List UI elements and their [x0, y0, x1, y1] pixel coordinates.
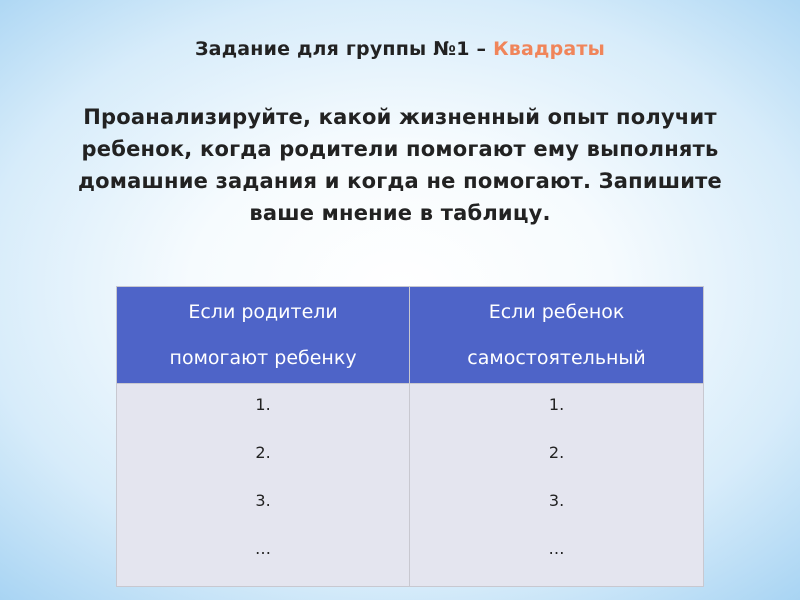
task-title-group-name: Квадраты: [493, 38, 605, 60]
header-line: Если родители: [188, 301, 338, 323]
list-item: 2.: [548, 443, 565, 462]
header-line: Если ребенок: [488, 301, 625, 323]
list-item: 3.: [255, 491, 271, 510]
answer-table: [116, 286, 704, 587]
instruction-line: домашние задания и когда не помогают. Запишите: [78, 169, 722, 193]
list-item: 2.: [255, 443, 271, 462]
instruction-line: Проанализируйте, какой жизненный опыт получит: [83, 105, 717, 129]
list-item: 1.: [255, 395, 271, 414]
instruction-line: ваше мнение в таблицу.: [249, 201, 551, 225]
answer-cell-parents-help[interactable]: [117, 384, 410, 587]
header-line: помогают ребенку: [169, 347, 357, 369]
header-parents-help: [117, 287, 410, 384]
list-item: …: [548, 539, 565, 558]
task-title-prefix: Задание для группы №1 –: [194, 38, 494, 60]
task-instruction: [40, 101, 760, 229]
task-title: [0, 38, 800, 60]
list-item: 3.: [548, 491, 565, 510]
list-item: …: [255, 539, 272, 558]
header-line: самостоятельный: [467, 347, 646, 369]
instruction-line: ребенок, когда родители помогают ему выполнять: [81, 137, 719, 161]
list-item: 1.: [548, 395, 565, 414]
header-child-independent: [410, 287, 704, 384]
answer-cell-child-independent[interactable]: [410, 384, 704, 587]
table-header-row: [117, 287, 704, 384]
table-row: [117, 384, 704, 587]
